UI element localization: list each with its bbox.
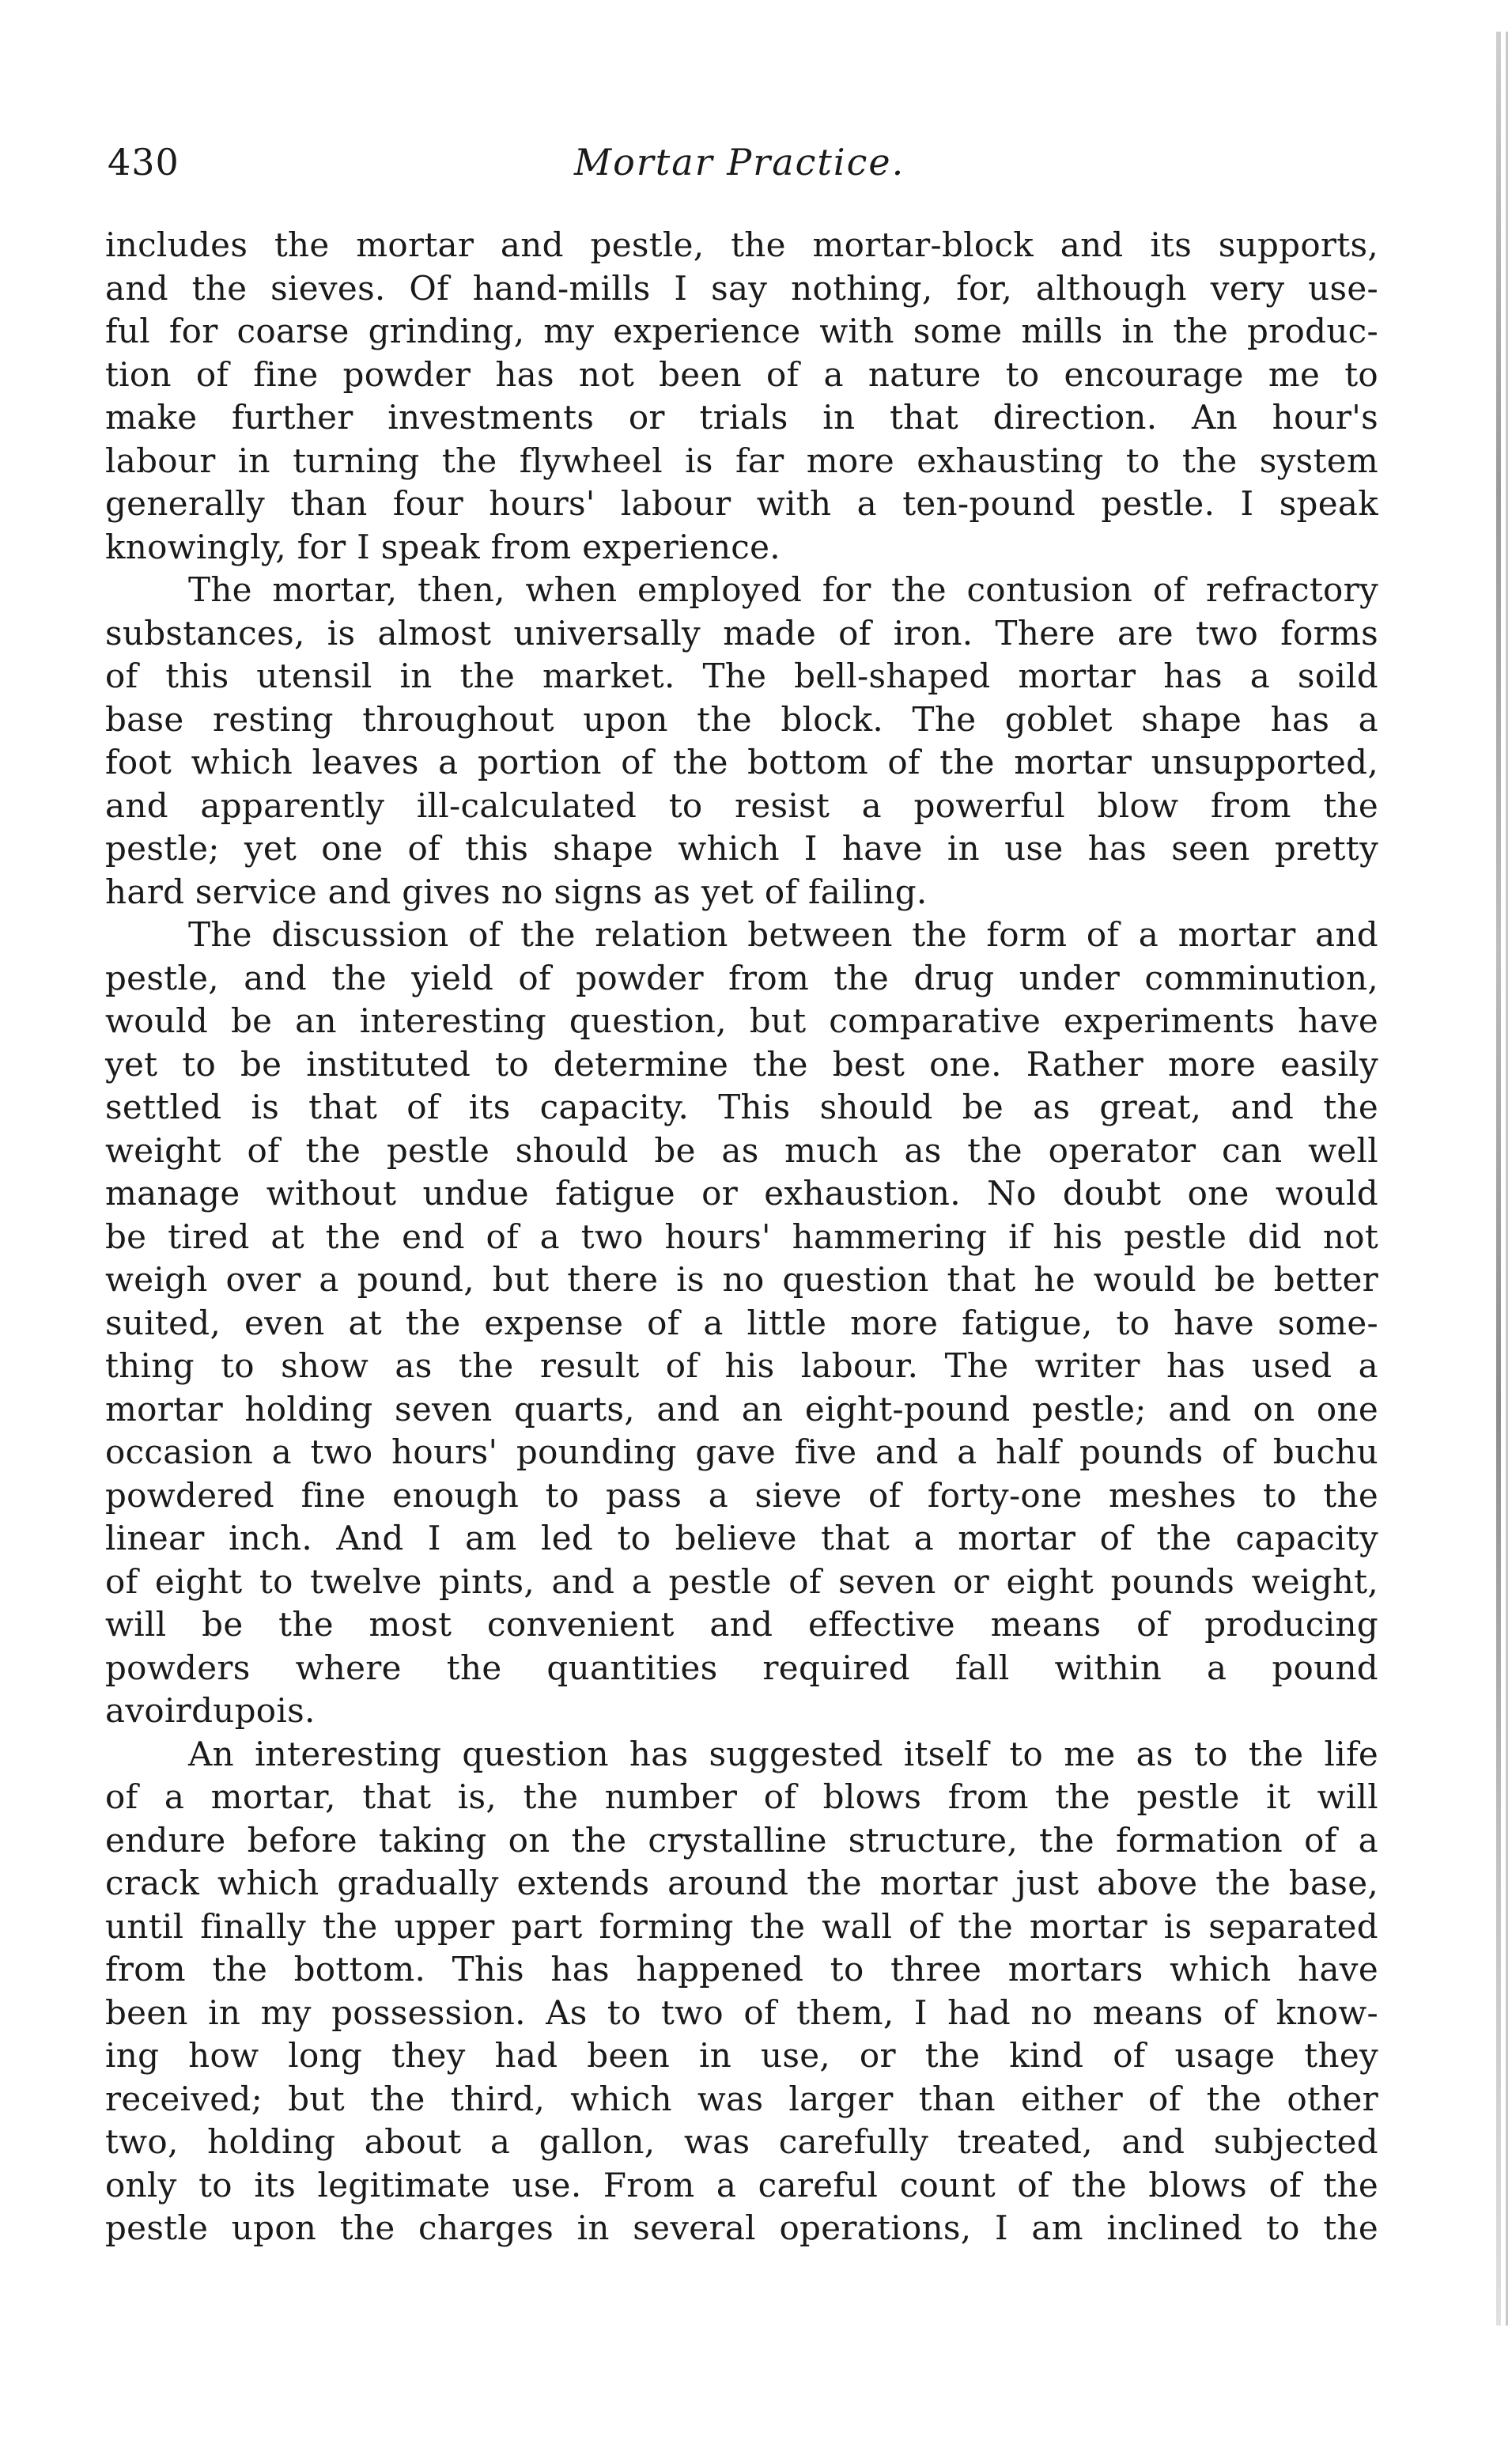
text-line: labour in turning the flywheel is far more exhausting to the system [105,441,1378,480]
text-line: weight of the pestle should be as much as the operator can well [105,1130,1378,1170]
text-line: pestle, and the yield of powder from the drug under comminution, [105,958,1378,997]
text-line: thing to show as the result of his labour. The writer has used a [105,1346,1378,1385]
body-text [105,224,1378,2250]
text-line: and the sieves. Of hand-mills I say nothing, for, although very use- [105,268,1378,308]
text-line: weigh over a pound, but there is no question that he would be better [105,1260,1378,1299]
text-line: only to its legitimate use. From a careful count of the blows of the [105,2165,1378,2204]
text-line: manage without undue fatigue or exhaustion. No doubt one would [105,1174,1378,1213]
text-line: crack which gradually extends around the mortar just above the base, [105,1864,1378,1902]
text-line: settled is that of its capacity. This should be as great, and the [105,1088,1378,1126]
text-line: suited, even at the expense of a little more fatigue, to have some- [105,1303,1378,1342]
text-line: and apparently ill-calculated to resist a powerful blow from the [105,785,1378,825]
text-line: been in my possession. As to two of them, I had no means of know- [105,1993,1378,2032]
text-line: knowingly, for I speak from experience. [105,527,781,566]
text-line: pestle; yet one of this shape which I have in use has seen pretty [105,829,1378,868]
text-line: yet to be instituted to determine the best one. Rather more easily [105,1044,1378,1084]
text-line: two, holding about a gallon, was carefully treated, and subjected [105,2122,1378,2161]
text-line: endure before taking on the crystalline structure, the formation of a [105,1820,1378,1860]
text-line: make further investments or trials in that direction. An hour's [105,398,1378,437]
text-line: pestle upon the charges in several operations, I am inclined to the [105,2208,1378,2247]
text-line: generally than four hours' labour with a ten-pound pestle. I speak [105,484,1378,523]
text-line: substances, is almost universally made of iron. There are two forms [105,613,1378,653]
text-line: linear inch. And I am led to believe that a mortar of the capacity [105,1519,1378,1557]
paragraph-first-line: An interesting question has suggested itself to me as to the life [188,1734,1378,1773]
text-line: mortar holding seven quarts, and an eight-pound pestle; and on one [105,1389,1378,1429]
text-line: will be the most convenient and effective means of producing [105,1605,1378,1644]
running-title: Mortar Practice. [574,141,905,184]
text-line: ing how long they had been in use, or the kind of usage they [105,2036,1378,2075]
paragraph-first-line: The discussion of the relation between the form of a mortar and [188,915,1378,954]
page-header [108,141,1373,204]
text-line: occasion a two hours' pounding gave five and a half pounds of buchu [105,1432,1378,1471]
text-line: base resting throughout upon the block. The goblet shape has a [105,699,1378,739]
text-line: of eight to twelve pints, and a pestle of seven or eight pounds weight, [105,1561,1378,1601]
page-edge-shadow [1496,32,1501,2326]
text-line: be tired at the end of a two hours' hammering if his pestle did not [105,1217,1378,1256]
text-line: foot which leaves a portion of the bottom of the mortar unsupported, [105,743,1378,781]
text-line: includes the mortar and pestle, the mortar-block and its supports, [105,225,1378,264]
page-number: 430 [108,141,180,184]
text-line: received; but the third, which was larger than either of the other [105,2079,1378,2118]
text-line: until finally the upper part forming the wall of the mortar is separated [105,1906,1378,1946]
paragraph-first-line: The mortar, then, when employed for the contusion of refractory [188,570,1378,609]
text-line: would be an interesting question, but comparative experiments have [105,1001,1378,1040]
text-line: hard service and gives no signs as yet of failing. [105,872,928,911]
text-line: of this utensil in the market. The bell-shaped mortar has a soild [105,657,1378,695]
text-line: ful for coarse grinding, my experience with some mills in the produc- [105,312,1378,350]
text-line: of a mortar, that is, the number of blows from the pestle it will [105,1777,1378,1816]
text-line: tion of fine powder has not been of a nature to encourage me to [105,354,1378,394]
text-line: powders where the quantities required fall within a pound [105,1648,1378,1687]
text-line: from the bottom. This has happened to three mortars which have [105,1950,1378,1989]
text-line: powdered fine enough to pass a sieve of forty-one meshes to the [105,1475,1378,1515]
text-line: avoirdupois. [105,1691,316,1730]
page-edge-line [1506,32,1508,2326]
